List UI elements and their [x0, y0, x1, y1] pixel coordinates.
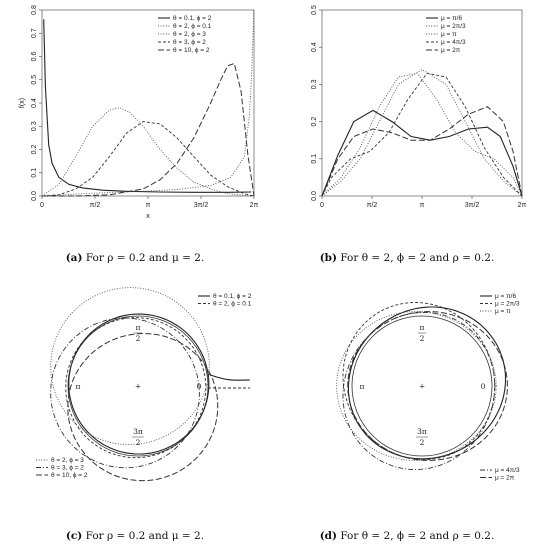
legend-label: θ = 3, ϕ = 2 [173, 39, 206, 47]
x-tick-label: 0 [40, 202, 44, 209]
legend-label: μ = π/6 [441, 15, 463, 23]
angle-label-top-den: 2 [419, 334, 425, 343]
series-line-2 [42, 108, 254, 196]
y-tick-label: 0.2 [31, 144, 38, 155]
y-axis-label: f(x) [19, 97, 26, 109]
x-tick-label: 2π [249, 202, 259, 209]
legend-label: θ = 2, ϕ = 0.1 [173, 23, 212, 31]
y-tick-label: 0.0 [31, 191, 38, 201]
y-tick-label: 0.8 [31, 5, 38, 15]
y-tick-label: 0.0 [311, 191, 318, 201]
legend-label: μ = 4π/3 [441, 39, 466, 47]
legend-label: θ = 2, ϕ = 0.1 [213, 300, 252, 308]
series-line-3 [322, 73, 522, 196]
center-mark: + [418, 381, 426, 391]
series-line-1 [42, 10, 254, 196]
caption-d [272, 530, 542, 542]
caption-b [272, 252, 542, 264]
caption-c [0, 530, 270, 542]
x-axis-label: x [146, 213, 150, 220]
x-tick-label: π/2 [366, 202, 378, 209]
legend-label: μ = 2π/3 [441, 23, 466, 31]
y-tick-label: 0.5 [311, 5, 318, 15]
angle-label-bottom-den: 2 [135, 438, 141, 447]
angle-label-bottom-den: 2 [419, 438, 425, 447]
circular-series-3 [51, 318, 200, 468]
legend-label: μ = π/6 [495, 293, 517, 301]
x-tick-label: π [419, 202, 425, 209]
y-tick-label: 0.1 [311, 153, 318, 164]
x-tick-label: 0 [320, 202, 324, 209]
x-tick-label: π [145, 202, 151, 209]
angle-label-right: 0 [480, 382, 486, 391]
caption-b-tag: (b) [319, 252, 337, 264]
legend-label: μ = 2π [441, 47, 461, 55]
legend-label: θ = 3, ϕ = 2 [51, 464, 84, 472]
panel-d-circular-plot [272, 282, 543, 492]
panel-a-linear-plot [0, 0, 272, 232]
angle-label-left: π [359, 382, 365, 391]
center-mark: + [134, 381, 142, 391]
angle-label-bottom: 3π [133, 427, 143, 436]
legend-label: θ = 2, ϕ = 3 [51, 457, 84, 465]
series-line-4 [322, 107, 522, 196]
caption-b-text: For θ = 2, ϕ = 2 and ρ = 0.2. [340, 252, 495, 264]
legend-label: μ = π [495, 308, 511, 316]
x-tick-label: 3π/2 [464, 202, 480, 209]
caption-c-text: For ρ = 0.2 and μ = 2. [85, 530, 205, 542]
series-line-2 [322, 70, 522, 197]
legend-label: θ = 0.1, ϕ = 2 [213, 293, 252, 301]
angle-label-top: π [135, 323, 141, 332]
series-line-0 [44, 19, 252, 192]
y-tick-label: 0.4 [311, 42, 318, 53]
legend-label: θ = 0.1, ϕ = 2 [173, 15, 212, 23]
legend-label: μ = 2π [495, 474, 515, 482]
caption-d-text: For θ = 2, ϕ = 2 and ρ = 0.2. [340, 530, 495, 542]
angle-label-bottom: 3π [417, 427, 427, 436]
legend-label: μ = 2π/3 [495, 300, 520, 308]
y-tick-label: 0.1 [31, 167, 38, 178]
panel-c-circular-plot [0, 282, 272, 492]
caption-a-text: For ρ = 0.2 and μ = 2. [85, 252, 205, 264]
legend-label: θ = 10, ϕ = 2 [173, 47, 210, 55]
y-tick-label: 0.6 [31, 51, 38, 62]
y-tick-label: 0.3 [31, 121, 38, 132]
series-line-1 [322, 73, 522, 196]
legend-label: θ = 10, ϕ = 2 [51, 472, 88, 480]
angle-label-left: π [75, 382, 81, 391]
circular-series-2 [51, 288, 210, 445]
x-tick-label: 3π/2 [193, 202, 209, 209]
y-tick-label: 0.2 [311, 116, 318, 127]
panel-b-linear-plot [272, 0, 543, 232]
y-tick-label: 0.4 [31, 98, 38, 108]
legend-label: θ = 2, ϕ = 3 [173, 31, 206, 39]
y-tick-label: 0.7 [31, 28, 38, 39]
legend-label: μ = π [441, 31, 457, 39]
series-line-0 [322, 110, 522, 196]
caption-d-tag: (d) [319, 530, 337, 542]
y-tick-label: 0.3 [311, 79, 318, 90]
series-line-4 [42, 64, 254, 197]
angle-label-right: 0 [196, 382, 202, 391]
caption-a [0, 252, 270, 264]
caption-c-tag: (c) [65, 530, 83, 542]
angle-label-top: π [419, 323, 425, 332]
y-tick-label: 0.5 [31, 74, 38, 85]
legend-label: μ = 4π/3 [495, 467, 520, 475]
x-tick-label: π/2 [89, 202, 101, 209]
x-tick-label: 2π [517, 202, 527, 209]
caption-a-tag: (a) [65, 252, 83, 264]
plot-frame [42, 10, 254, 196]
angle-label-top-den: 2 [135, 334, 141, 343]
